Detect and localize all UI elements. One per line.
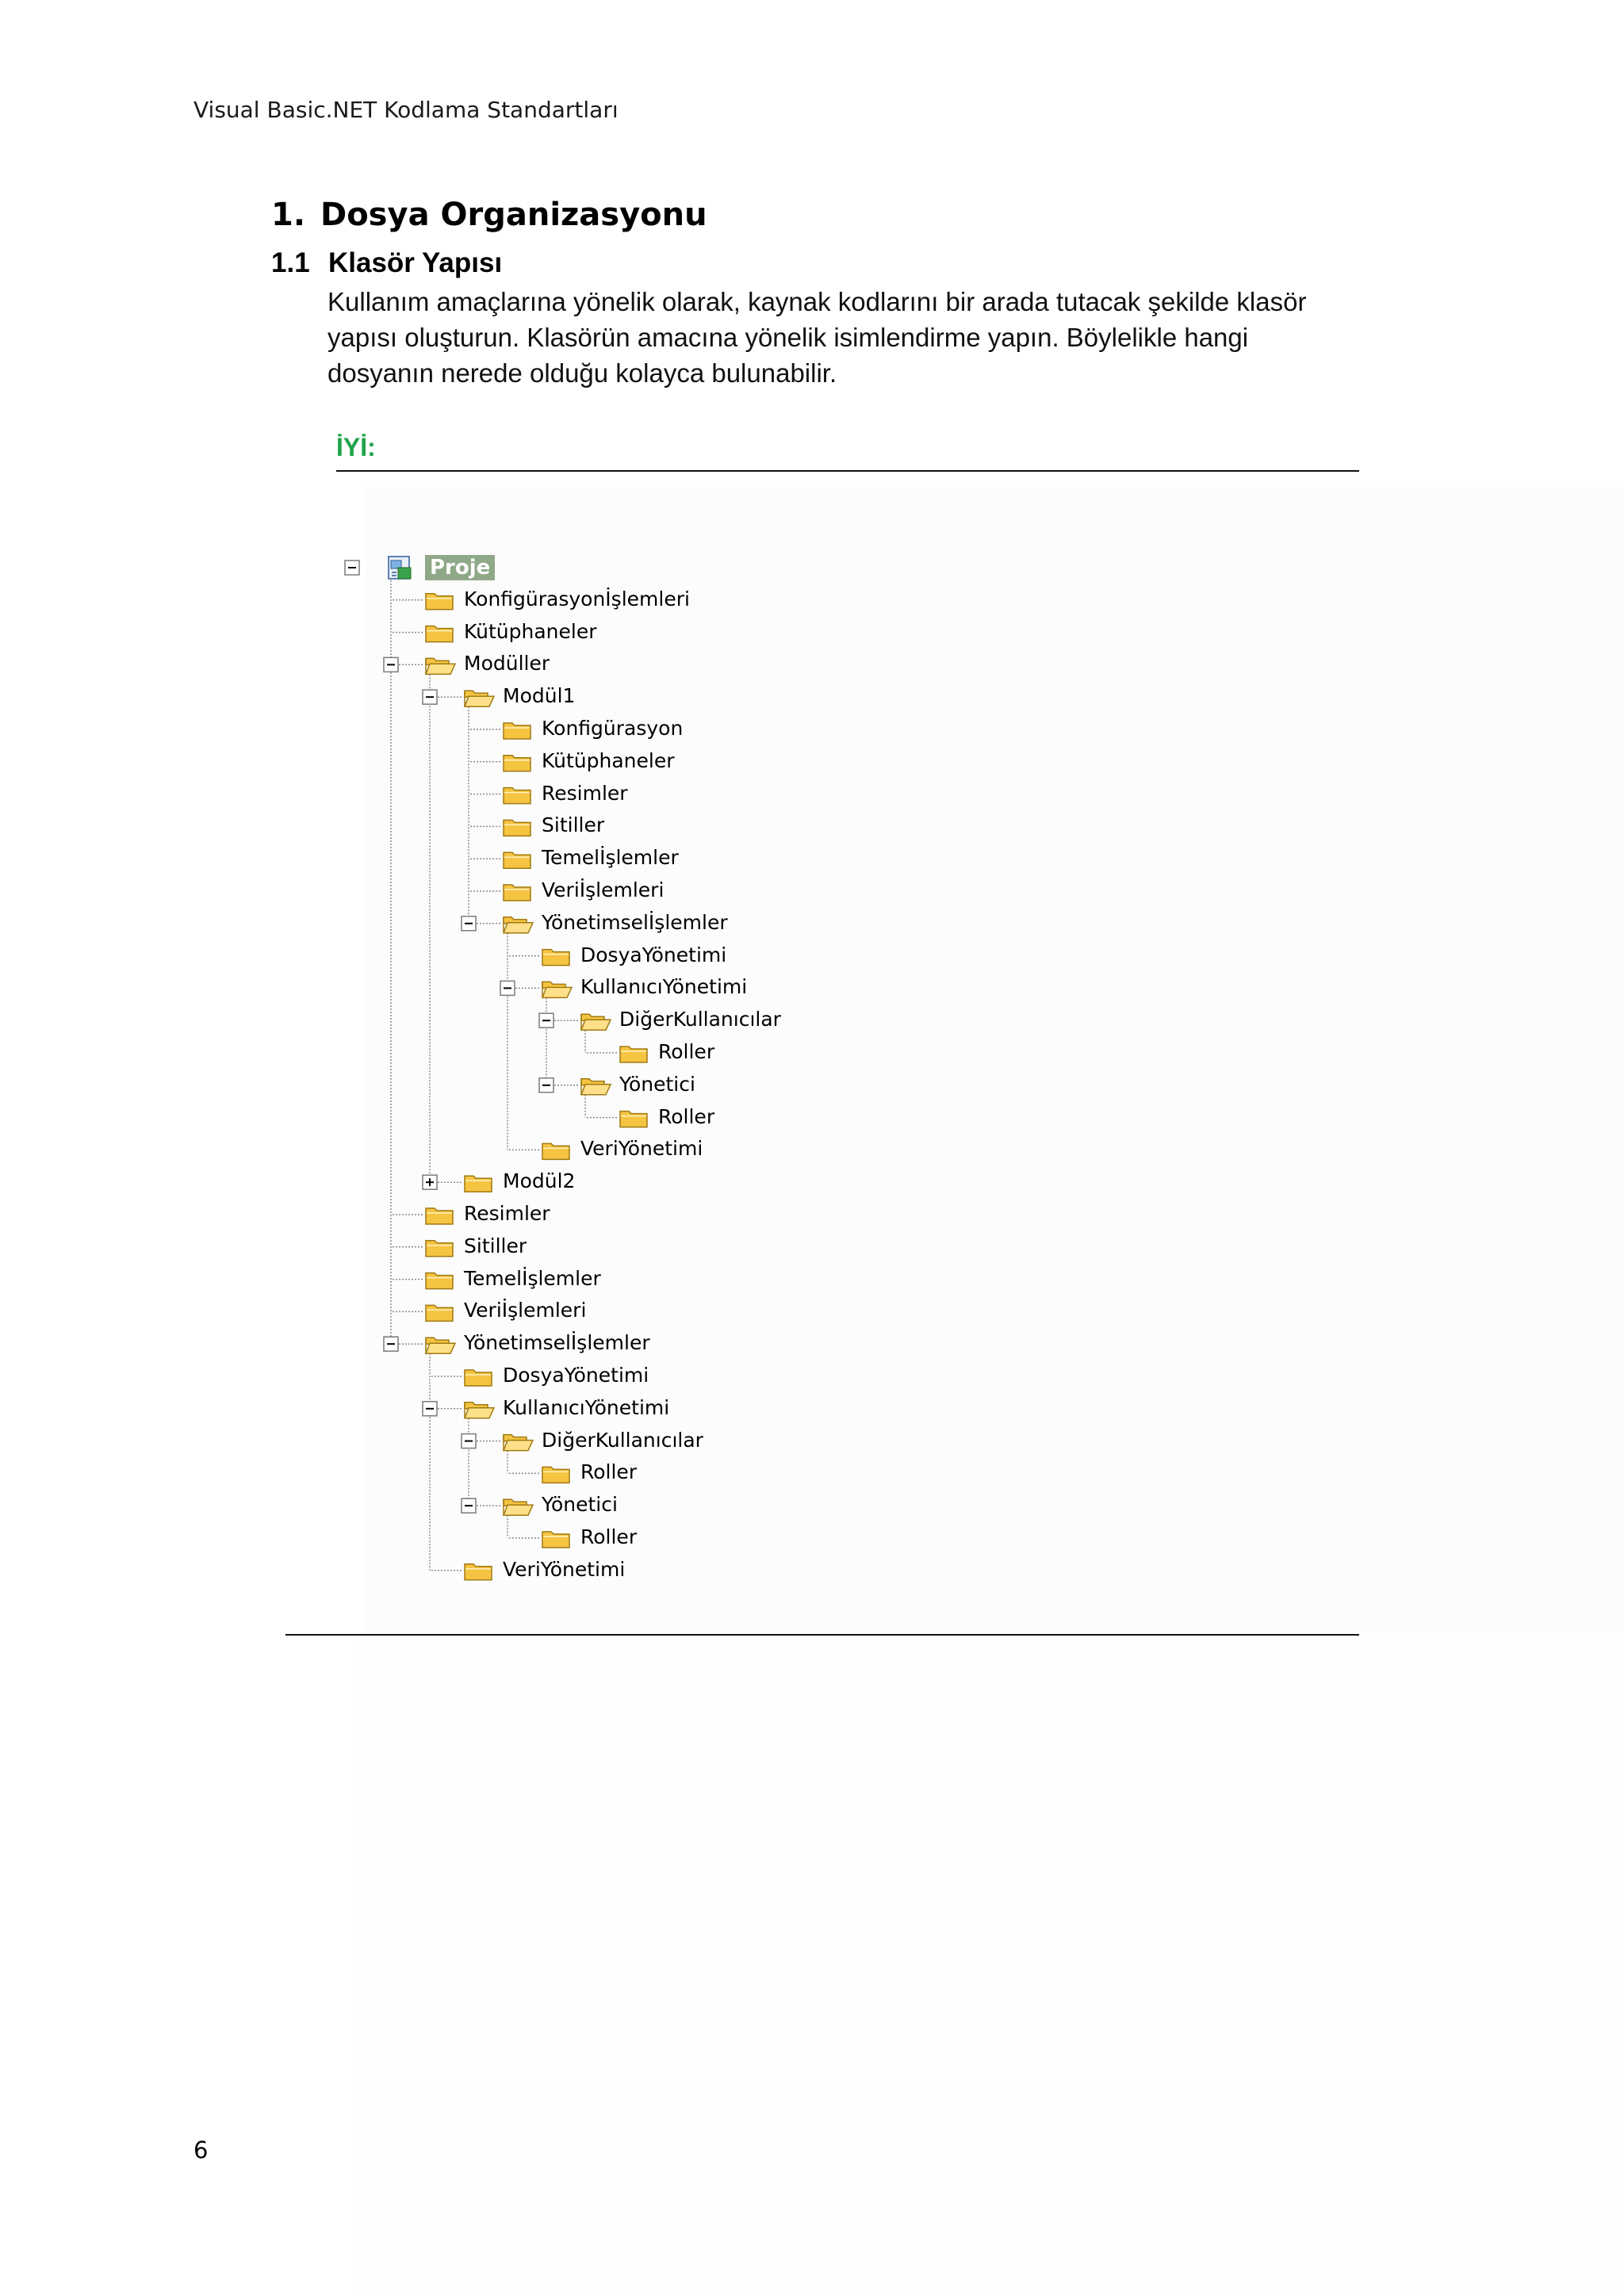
folder-icon: [465, 1176, 492, 1192]
expand-toggle[interactable]: [423, 1175, 437, 1189]
open-folder-icon: [542, 982, 572, 997]
tree-root-label[interactable]: Proje: [425, 555, 495, 580]
tree-node-label[interactable]: Konfigürasyonİşlemleri: [464, 587, 690, 610]
folder-icon: [426, 1273, 453, 1289]
paragraph-line: yapısı oluşturun. Klasörün amacına yönelik isimlendirme yapın. Böylelikle hangi: [327, 323, 1249, 352]
page-number: 6: [193, 2137, 209, 2164]
tree-node-label[interactable]: Resimler: [464, 1202, 550, 1225]
tree-node-label[interactable]: Veriİşlemleri: [542, 878, 665, 901]
collapse-toggle[interactable]: [462, 916, 476, 931]
collapse-toggle[interactable]: [384, 1337, 398, 1351]
open-folder-icon: [465, 691, 494, 706]
open-folder-icon: [581, 1079, 611, 1095]
tree-node-label[interactable]: Yönetimselİşlemler: [464, 1331, 650, 1355]
tree-node-label[interactable]: Yönetici: [542, 1493, 618, 1517]
paragraph-line: Kullanım amaçlarına yönelik olarak, kaynak kodlarını bir arada tutacak şekilde klasör: [327, 287, 1307, 316]
open-folder-icon: [504, 1435, 533, 1451]
collapse-toggle[interactable]: [539, 1078, 553, 1093]
tree-node-label[interactable]: Yönetici: [619, 1072, 695, 1096]
folder-icon: [426, 1305, 453, 1321]
tree-node-label[interactable]: Temelİşlemler: [542, 846, 679, 870]
folder-icon: [542, 1467, 569, 1483]
folder-icon: [465, 1370, 492, 1386]
collapse-toggle[interactable]: [345, 561, 359, 575]
folder-icon: [542, 950, 569, 966]
good-example-label: İYİ:: [336, 433, 376, 461]
open-folder-icon: [426, 658, 455, 674]
folder-icon: [465, 1564, 492, 1580]
subsection-title: Klasör Yapısı: [328, 247, 503, 278]
open-folder-icon: [581, 1014, 611, 1030]
tree-node-label[interactable]: KullanıcıYönetimi: [580, 975, 748, 999]
folder-icon: [426, 594, 453, 610]
open-folder-icon: [465, 1402, 494, 1418]
folder-icon: [426, 626, 453, 642]
tree-node-label[interactable]: Modüller: [464, 652, 550, 675]
folder-icon: [504, 885, 530, 901]
collapse-toggle[interactable]: [384, 657, 398, 672]
folder-icon: [542, 1532, 569, 1548]
running-header: Visual Basic.NET Kodlama Standartları: [193, 97, 619, 123]
open-folder-icon: [504, 1499, 533, 1515]
tree-node-label[interactable]: DosyaYönetimi: [580, 943, 727, 966]
tree-node-label[interactable]: Roller: [580, 1460, 638, 1484]
open-folder-icon: [426, 1337, 455, 1353]
tree-node-label[interactable]: Kütüphaneler: [464, 619, 597, 643]
tree-node-label[interactable]: VeriYönetimi: [503, 1557, 626, 1581]
tree-node-label[interactable]: VeriYönetimi: [580, 1137, 703, 1161]
tree-node-label[interactable]: Veriİşlemleri: [464, 1299, 587, 1322]
section-title: Dosya Organizasyonu: [320, 197, 707, 233]
folder-icon: [620, 1047, 647, 1062]
paragraph-line: dosyanın nerede olduğu kolayca bulunabilir.: [327, 358, 837, 388]
tree-node-label[interactable]: DosyaYönetimi: [503, 1364, 649, 1387]
tree-node-label[interactable]: Roller: [658, 1040, 715, 1063]
collapse-toggle[interactable]: [539, 1013, 553, 1027]
tree-node-label[interactable]: DiğerKullanıcılar: [542, 1428, 703, 1452]
tree-node-label[interactable]: Modül2: [503, 1169, 576, 1193]
subsection-number: 1.1: [271, 247, 310, 278]
collapse-toggle[interactable]: [462, 1434, 476, 1448]
tree-node-label[interactable]: KullanıcıYönetimi: [503, 1395, 670, 1419]
tree-node-label[interactable]: Kütüphaneler: [542, 748, 675, 772]
tree-node-label[interactable]: Temelİşlemler: [464, 1266, 601, 1290]
folder-icon: [504, 756, 530, 771]
collapse-toggle[interactable]: [462, 1498, 476, 1513]
project-icon: [389, 557, 411, 579]
tree-node-label[interactable]: Sitiller: [464, 1234, 527, 1257]
open-folder-icon: [504, 917, 533, 933]
tree-node-label[interactable]: Roller: [580, 1525, 638, 1548]
folder-icon: [504, 852, 530, 868]
section-number: 1.: [271, 197, 306, 233]
folder-icon: [620, 1112, 647, 1127]
tree-node-label[interactable]: Konfigürasyon: [542, 717, 684, 740]
folder-icon: [504, 723, 530, 739]
folder-icon: [426, 1241, 453, 1257]
collapse-toggle[interactable]: [423, 690, 437, 704]
folder-icon: [504, 788, 530, 804]
collapse-toggle[interactable]: [423, 1402, 437, 1416]
folder-icon: [426, 1208, 453, 1224]
folder-icon: [504, 820, 530, 836]
collapse-toggle[interactable]: [500, 981, 515, 995]
example-bottom-rule: [285, 1634, 1359, 1636]
tree-node-label[interactable]: DiğerKullanıcılar: [619, 1008, 781, 1031]
tree-node-label[interactable]: Sitiller: [542, 813, 605, 837]
tree-node-label[interactable]: Resimler: [542, 781, 628, 805]
tree-node-label[interactable]: Yönetimselİşlemler: [542, 910, 728, 934]
folder-icon: [542, 1143, 569, 1159]
tree-node-label[interactable]: Roller: [658, 1104, 715, 1128]
tree-node-label[interactable]: Modül1: [503, 684, 576, 708]
